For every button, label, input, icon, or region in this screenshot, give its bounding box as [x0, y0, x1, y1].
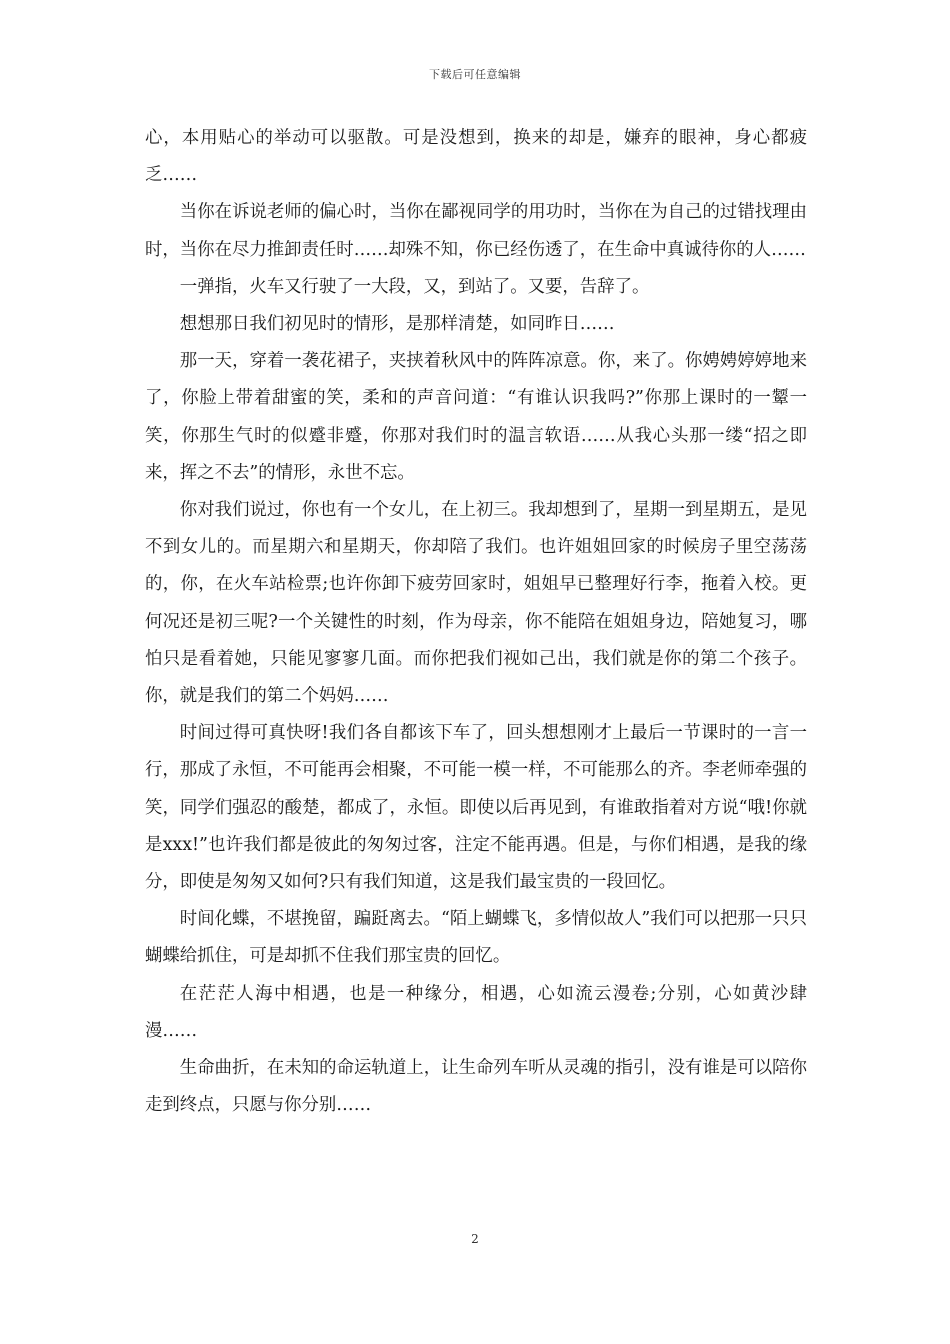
document-body — [145, 120, 807, 1124]
paragraph-6: 你对我们说过，你也有一个女儿，在上初三。我却想到了，星期一到星期五，是见不到女儿的。而星期六和星期天，你却陪了我们。也许姐姐回家的时候房子里空荡荡的，你，在火车站检票;也许你卸下疲劳回家时，姐姐早已整理好行李，拖着入校。更何况还是初三呢?一个关键性的时刻，作为母亲，你不能陪在姐姐身边，陪她复习，哪怕只是看着她，只能见寥寥几面。而你把我们视如己出，我们就是你的第二个孩子。你，就是我们的第二个妈妈…… — [145, 500, 807, 707]
paragraph-2: 当你在诉说老师的偏心时，当你在鄙视同学的用功时，当你在为自己的过错找理由时，当你在尽力推卸责任时……却殊不知，你已经伤透了，在生命中真诚待你的人…… — [145, 202, 807, 260]
page-number: 2 — [471, 1232, 479, 1246]
paragraph-3: 一弹指，火车又行驶了一大段，又，到站了。又要，告辞了。 — [179, 276, 650, 297]
paragraph-1: 心，本用贴心的举动可以驱散。可是没想到，换来的却是，嫌弃的眼神，身心都疲乏…… — [145, 128, 807, 186]
paragraph-10: 生命曲折，在未知的命运轨道上，让生命列车听从灵魂的指引，没有谁是可以陪你走到终点，只愿与你分别…… — [145, 1058, 807, 1116]
paragraph-4: 想想那日我们初见时的情形，是那样清楚，如同昨日…… — [179, 314, 615, 335]
page-header: 下载后可任意编辑 — [429, 68, 521, 81]
paragraph-7: 时间过得可真快呀!我们各自都该下车了，回头想想刚才上最后一节课时的一言一行，那成了永恒，不可能再会相聚，不可能一模一样，不可能那么的齐。李老师牵强的笑，同学们强忍的酸楚，都成了，永恒。即使以后再见到，有谁敢指着对方说“哦!你就是xxx!”也许我们都是彼此的匆匆过客，注定不能再遇。但是，与你们相遇，是我的缘分，即使是匆匆又如何?只有我们知道，这是我们最宝贵的一段回忆。 — [145, 723, 807, 893]
paragraph-9: 在茫茫人海中相遇，也是一种缘分，相遇，心如流云漫卷;分别，心如黄沙肆漫…… — [145, 983, 807, 1041]
paragraph-8: 时间化蝶，不堪挽留，蹁跹离去。“陌上蝴蝶飞，多情似故人”我们可以把那一只只蝴蝶给抓住，可是却抓不住我们那宝贵的回忆。 — [145, 909, 807, 967]
paragraph-5: 那一天，穿着一袭花裙子，夹挟着秋风中的阵阵凉意。你，来了。你娉娉婷婷地来了，你脸上带着甜蜜的笑，柔和的声音问道：“有谁认识我吗?”你那上课时的一颦一笑，你那生气时的似蹙非蹙，你那对我们时的温言软语……从我心头那一缕“招之即来，挥之不去”的情形，永世不忘。 — [145, 351, 807, 483]
